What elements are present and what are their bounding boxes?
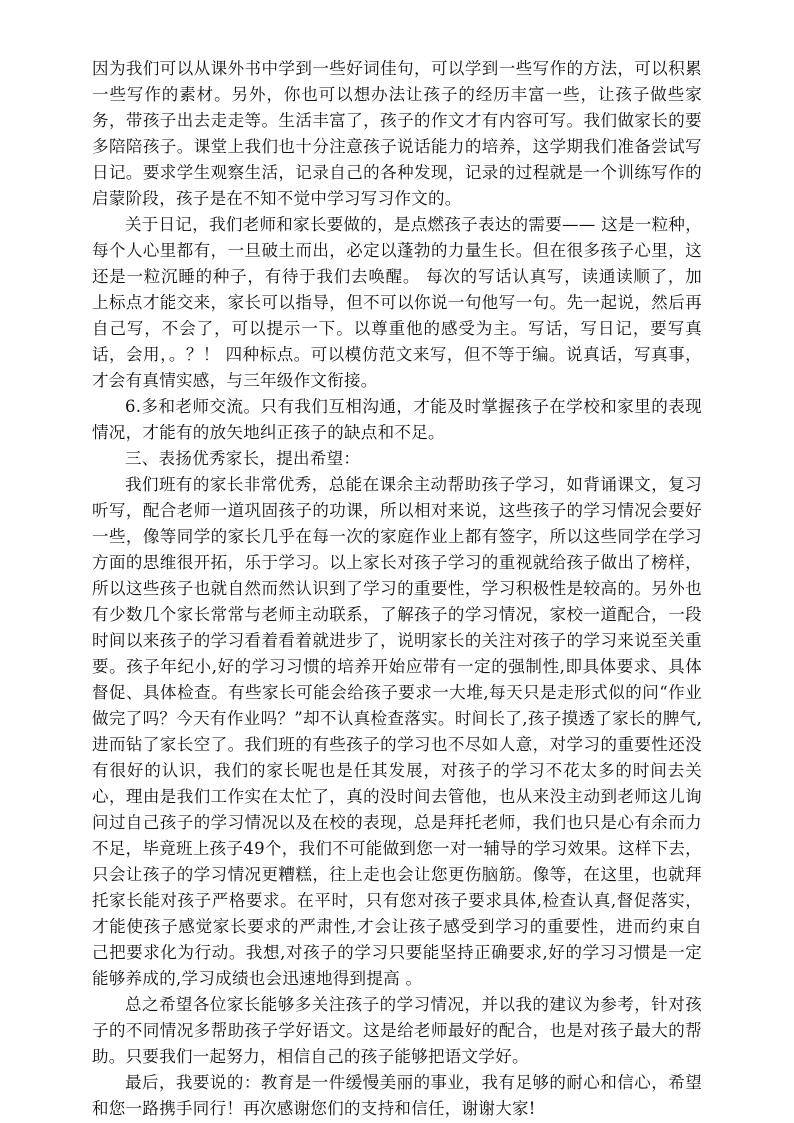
paragraph-3: 6.多和老师交流。只有我们互相沟通，才能及时掌握孩子在学校和家里的表现情况，才能有的放矢地纠正孩子的缺点和不足。	[92, 397, 702, 442]
paragraph-6: 最后，我要说的：教育是一件缓慢美丽的事业，我有足够的耐心和信心，希望和您一路携手同行！再次感谢您们的支持和信任，谢谢大家!	[92, 1073, 702, 1118]
paragraph-2: 关于日记，我们老师和家长要做的，是点燃孩子表达的需要—— 这是一粒种，每个人心里都有，一旦破土而出，必定以蓬勃的力量生长。但在很多孩子心里，这还是一粒沉睡的种子，有待于我们去唤醒。 每次的写话认真写，读通读顺了，加上标点才能交来，家长可以指导，但不可以你说一句他写一句。先一起说，然后再自己写，不会了，可以提示一下。以尊重他的感受为主。写话，写日记，要写真话，会用，。？！ 四种标点。可以模仿范文来写，但不等于编。说真话，写真事，才会有真情实感，与三年级作文衔接。	[92, 215, 702, 390]
section-heading: 三、表扬优秀家长，提出希望：	[125, 449, 361, 468]
paragraph-4: 我们班有的家长非常优秀，总能在课余主动帮助孩子学习，如背诵课文，复习听写，配合老师一道巩固孩子的功课，所以相对来说，这些孩子的学习情况会要好一些，像等同学的家长几乎在每一次的家庭作业上都有签字，所以这些同学在学习方面的思维很开拓，乐于学习。以上家长对孩子学习的重视就给孩子做出了榜样，所以这些孩子也就自然而然认识到了学习的重要性，学习积极性是较高的。另外也有少数几个家长常常与老师主动联系，了解孩子的学习情况，家校一道配合，一段时间以来孩子的学习看着看着就进步了，说明家长的关注对孩子的学习来说至关重要。孩子年纪小,好的学习习惯的培养开始应带有一定的强制性,即具体要求、具体督促、具体检查。有些家长可能会给孩子要求一大堆,每天只是走形式似的问“作业做完了吗？今天有作业吗？”却不认真检查落实。时间长了,孩子摸透了家长的脾气,进而钻了家长空了。我们班的有些孩子的学习也不尽如人意，对学习的重要性还没有很好的认识，我们的家长呢也是任其发展，对孩子的学习不花太多的时间去关心，理由是我们工作实在太忙了，真的没时间去管他，也从来没主动到老师这儿询问过自己孩子的学习情况以及在校的表现，总是拜托老师，我们也只是心有余而力不足，毕竟班上孩子49个，我们不可能做到您一对一辅导的学习效果。这样下去，只会让孩子的学习情况更糟糕，往上走也会让您更伤脑筋。像等，在这里，也就拜托家长能对孩子严格要求。在平时，只有您对孩子要求具体,检查认真,督促落实，才能使孩子感觉家长要求的严肃性,才会让孩子感受到学习的重要性，进而约束自己把要求化为行动。我想,对孩子的学习只要能坚持正确要求,好的学习习惯是一定能够养成的,学习成绩也会迅速地得到提高 。	[92, 475, 702, 988]
paragraph-5: 总之希望各位家长能够多关注孩子的学习情况，并以我的建议为参考，针对孩子的不同情况多帮助孩子学好语文。这是给老师最好的配合，也是对孩子最大的帮助。只要我们一起努力，相信自己的孩子能够把语文学好。	[92, 995, 702, 1066]
document-body	[92, 56, 702, 1122]
paragraph-1: 因为我们可以从课外书中学到一些好词佳句，可以学到一些写作的方法，可以积累一些写作的素材。另外，你也可以想办法让孩子的经历丰富一些，让孩子做些家务，带孩子出去走走等。生活丰富了，孩子的作文才有内容可写。我们做家长的要多陪陪孩子。课堂上我们也十分注意孩子说话能力的培养，这学期我们准备尝试写日记。要求学生观察生活，记录自己的各种发现，记录的过程就是一个训练写作的启蒙阶段，孩子是在不知不觉中学习写习作文的。	[92, 59, 702, 208]
